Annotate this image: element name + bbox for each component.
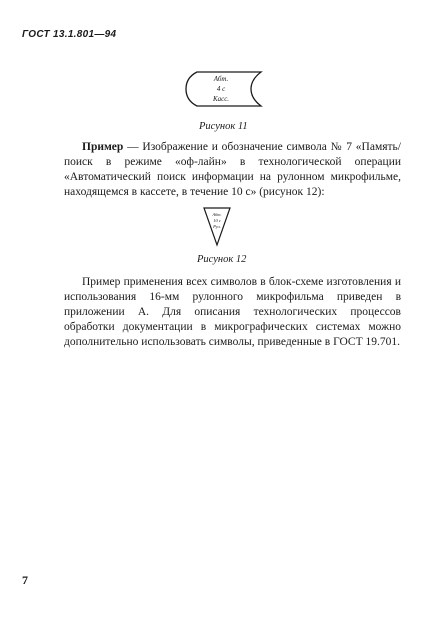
- example-term: Пример: [82, 141, 124, 153]
- figure-11-label-line-2: 4 с: [216, 85, 226, 93]
- document-code-header: ГОСТ 13.1.801—94: [22, 29, 117, 40]
- figure-12-caption: Рисунок 12: [197, 254, 247, 265]
- application-example-paragraph: Пример применения всех символов в блок-схеме изготовления и использования 16-мм рулонного микрофильма приведен в приложении А. Для описания технологических процессов обработки документации в микрографических системах можно дополнительно использовать символы, приведенные в ГОСТ 19.701.: [64, 276, 401, 348]
- example-paragraph: [64, 140, 401, 200]
- figure-12-label-line-3: Рул.: [213, 224, 221, 229]
- figure-11-caption: Рисунок 11: [199, 121, 248, 132]
- example-text: — Изображение и обозначение символа № 7 «Память/поиск в режиме «оф-лайн» в технологической операции «Автоматический поиск информации на рулонном микрофильме, находящемся в кассете, в течение 10 с» (рисунок 12):: [64, 141, 401, 198]
- figure-12-label-line-2: 10 с: [213, 218, 221, 223]
- figure-11-storage-symbol: [183, 70, 263, 108]
- figure-12-offline-storage-symbol: [202, 205, 232, 249]
- online-storage-symbol-shape: [183, 70, 263, 108]
- figure-11-label-line-1: Абт.: [213, 75, 229, 83]
- figure-11-label-line-3: Касс.: [212, 95, 230, 103]
- figure-12-label-line-1: Абт.: [212, 212, 222, 217]
- page-number: 7: [22, 573, 28, 587]
- offline-storage-triangle-shape: [202, 205, 232, 249]
